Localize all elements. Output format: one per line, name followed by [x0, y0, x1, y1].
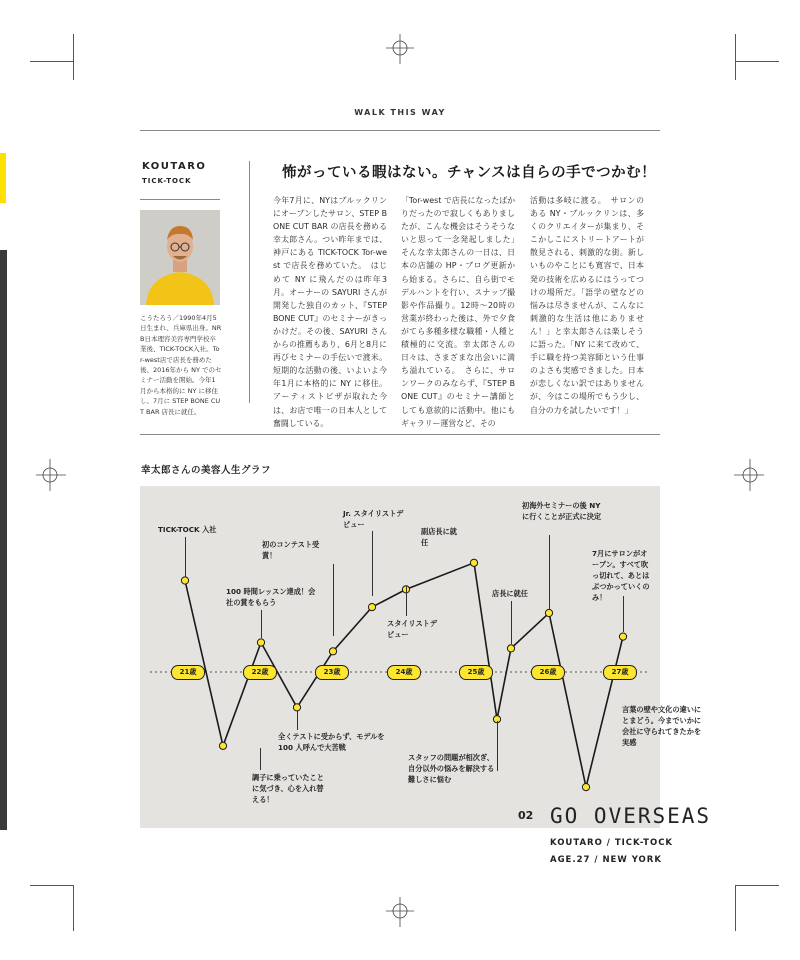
- event-leader: [406, 586, 407, 616]
- event-leader: [511, 601, 512, 644]
- event-point: [470, 559, 477, 566]
- article-column-1: 今年7月に、NYはブルックリンにオープンしたサロン、STEP BONE CUT BAR の店長を務める幸太郎さん。つい昨年までは、神戸にある TICK-TOCK Tor-west で店長を務めていた。 はじめて NY に飛んだのは昨年3月。オーナーの SAYURI さんが開発した独自のカット、『STEP BONE CUT』のセミナーがきっかけだ。その後、SAYURI さんからの推薦もあり、6月と8月に再びセミナーの手伝いで渡米。短期的な活動の後、いよいよ今年1月に本格的に NY に移住。アーティストビザが取れた今は、お店で唯一の日本人として奮闘している。: [273, 196, 387, 428]
- event-label: Jr. スタイリストデビュー: [343, 509, 404, 529]
- event-point: [619, 633, 626, 640]
- event-label: 全くテストに受からず、モデルを 100 人呼んで大苦戦: [278, 732, 385, 752]
- facing-page-edge: [0, 250, 7, 830]
- profile-bio: こうたろう／1990年4月5日生まれ、兵庫県出身。NRB日本理容美容専門学校卒業後、TICK-TOCK入社。Tor-west店で店長を務めた後、2016年から NY でのセミナー活動を開始。今年1月から本格的に NY に移住し、7月に STEP BONE CUT BAR 店長に就任。: [140, 314, 222, 416]
- event-label: 言葉の壁や文化の違いにとまどう。今までいかに会社に守られてきたかを実感: [622, 705, 702, 747]
- registration-mark-left: [34, 455, 70, 495]
- event-leader: [497, 721, 498, 771]
- event-leader: [297, 710, 298, 730]
- section-rule: [140, 434, 660, 435]
- event-label: スタイリストデビュー: [387, 619, 438, 639]
- event-label: 店長に就任: [492, 589, 528, 598]
- profile-rule: [140, 199, 220, 200]
- event-label: 7月にサロンがオープン。すべて吹っ切れて、あとはぶつかっていくのみ！: [592, 549, 650, 602]
- life-graph-svg: [140, 486, 660, 828]
- event-point: [545, 609, 552, 616]
- article-headline: 怖がっている暇はない。チャンスは自らの手でつかむ！: [282, 165, 657, 181]
- event-leader: [372, 531, 373, 596]
- event-leader: [333, 564, 334, 636]
- registration-mark-top: [380, 32, 420, 72]
- event-label: 初海外セミナーの後 NY に行くことが正式に決定: [522, 501, 602, 521]
- event-leader: [623, 596, 624, 632]
- age-badge: 27歳: [603, 665, 637, 680]
- article-column-2: 「Tor-west で店長になったばかりだったので寂しくもありましたが、こんな機会はそうそうないと思って一念発起しました」 そんな幸太郎さんの一日は、日本の店舗の HP・ブログ更新から始まる。さらに、自ら街でモデルハントを行い、スナップ撮影や作品撮り。12時〜20時の営業が終わった後は、外で夕食がてら多種多様な職種・人種と積極的に交流。幸太郎さんの日々は、さまざまな出会いに満ち溢れている。 さらに、サロンワークのみならず、『STEP BONE CUT』のセミナー講師としても意欲的に活動中。他にもギャラリー運営など、その: [401, 196, 523, 428]
- feature-title: GO OVERSEAS: [550, 804, 712, 828]
- event-label: 初のコンテスト受賞！: [262, 540, 320, 560]
- running-header: WALK THIS WAY: [354, 108, 446, 117]
- profile-shop: TICK-TOCK: [142, 177, 192, 185]
- column-divider: [249, 161, 250, 403]
- event-point: [219, 742, 226, 749]
- feature-subtitle-name: KOUTARO / TICK-TOCK: [550, 838, 674, 848]
- event-label: スタッフの問題が相次ぎ、自分以外の悩みを解決する難しさに悩む: [408, 753, 495, 784]
- feature-number: 02: [518, 809, 534, 822]
- event-point: [257, 639, 264, 646]
- event-leader: [549, 535, 550, 610]
- graph-title: 幸太郎さんの美容人生グラフ: [141, 465, 272, 476]
- age-badge: 22歳: [243, 665, 277, 680]
- event-leader: [260, 748, 261, 770]
- event-point: [582, 784, 589, 791]
- event-point: [181, 577, 188, 584]
- event-leader: [185, 537, 186, 577]
- registration-mark-right: [730, 455, 766, 495]
- portrait-photo: [140, 210, 220, 305]
- event-label: 調子に乗っていたことに気づき、心を入れ替える！: [252, 773, 324, 804]
- age-badge: 23歳: [315, 665, 349, 680]
- age-badge: 24歳: [387, 665, 421, 680]
- header-rule: [140, 130, 660, 131]
- event-label: 副店長に就任: [421, 527, 457, 547]
- age-badge: 26歳: [531, 665, 565, 680]
- age-badge: 25歳: [459, 665, 493, 680]
- age-badge: 21歳: [171, 665, 205, 680]
- registration-mark-bottom: [380, 895, 420, 935]
- event-point: [329, 648, 336, 655]
- feature-subtitle-location: AGE.27 / NEW YORK: [550, 855, 662, 865]
- event-point: [368, 604, 375, 611]
- event-point: [507, 645, 514, 652]
- page-edge-tab: [0, 153, 6, 203]
- article-column-3: 活動は多岐に渡る。 サロンのある NY・ブルックリンは、多くのクリエイターが集まり、そこかしこにストリートアートが散見される、刺激的な街。新しいものやことにも寛容で、日本発の技術を広めるにはうってつけの場所だ。「語学の壁などの悩みは尽きませんが、こんなに刺激的な生活は他にありません！」と幸太郎さんは楽しそうに語った。「NY に来て改めて、手に職を持つ美容師という仕事のよさも実感できました。日本が恋しくない訳ではありませんが、今はこの場所でもう少し、自分の力を試したいです！」: [530, 196, 644, 415]
- event-label: 100 時間レッスン達成！会社の賞をもらう: [226, 587, 316, 607]
- life-graph: [140, 486, 702, 828]
- profile-name: KOUTARO: [142, 161, 207, 172]
- event-label: TICK-TOCK 入社: [158, 525, 217, 534]
- event-leader: [261, 610, 262, 638]
